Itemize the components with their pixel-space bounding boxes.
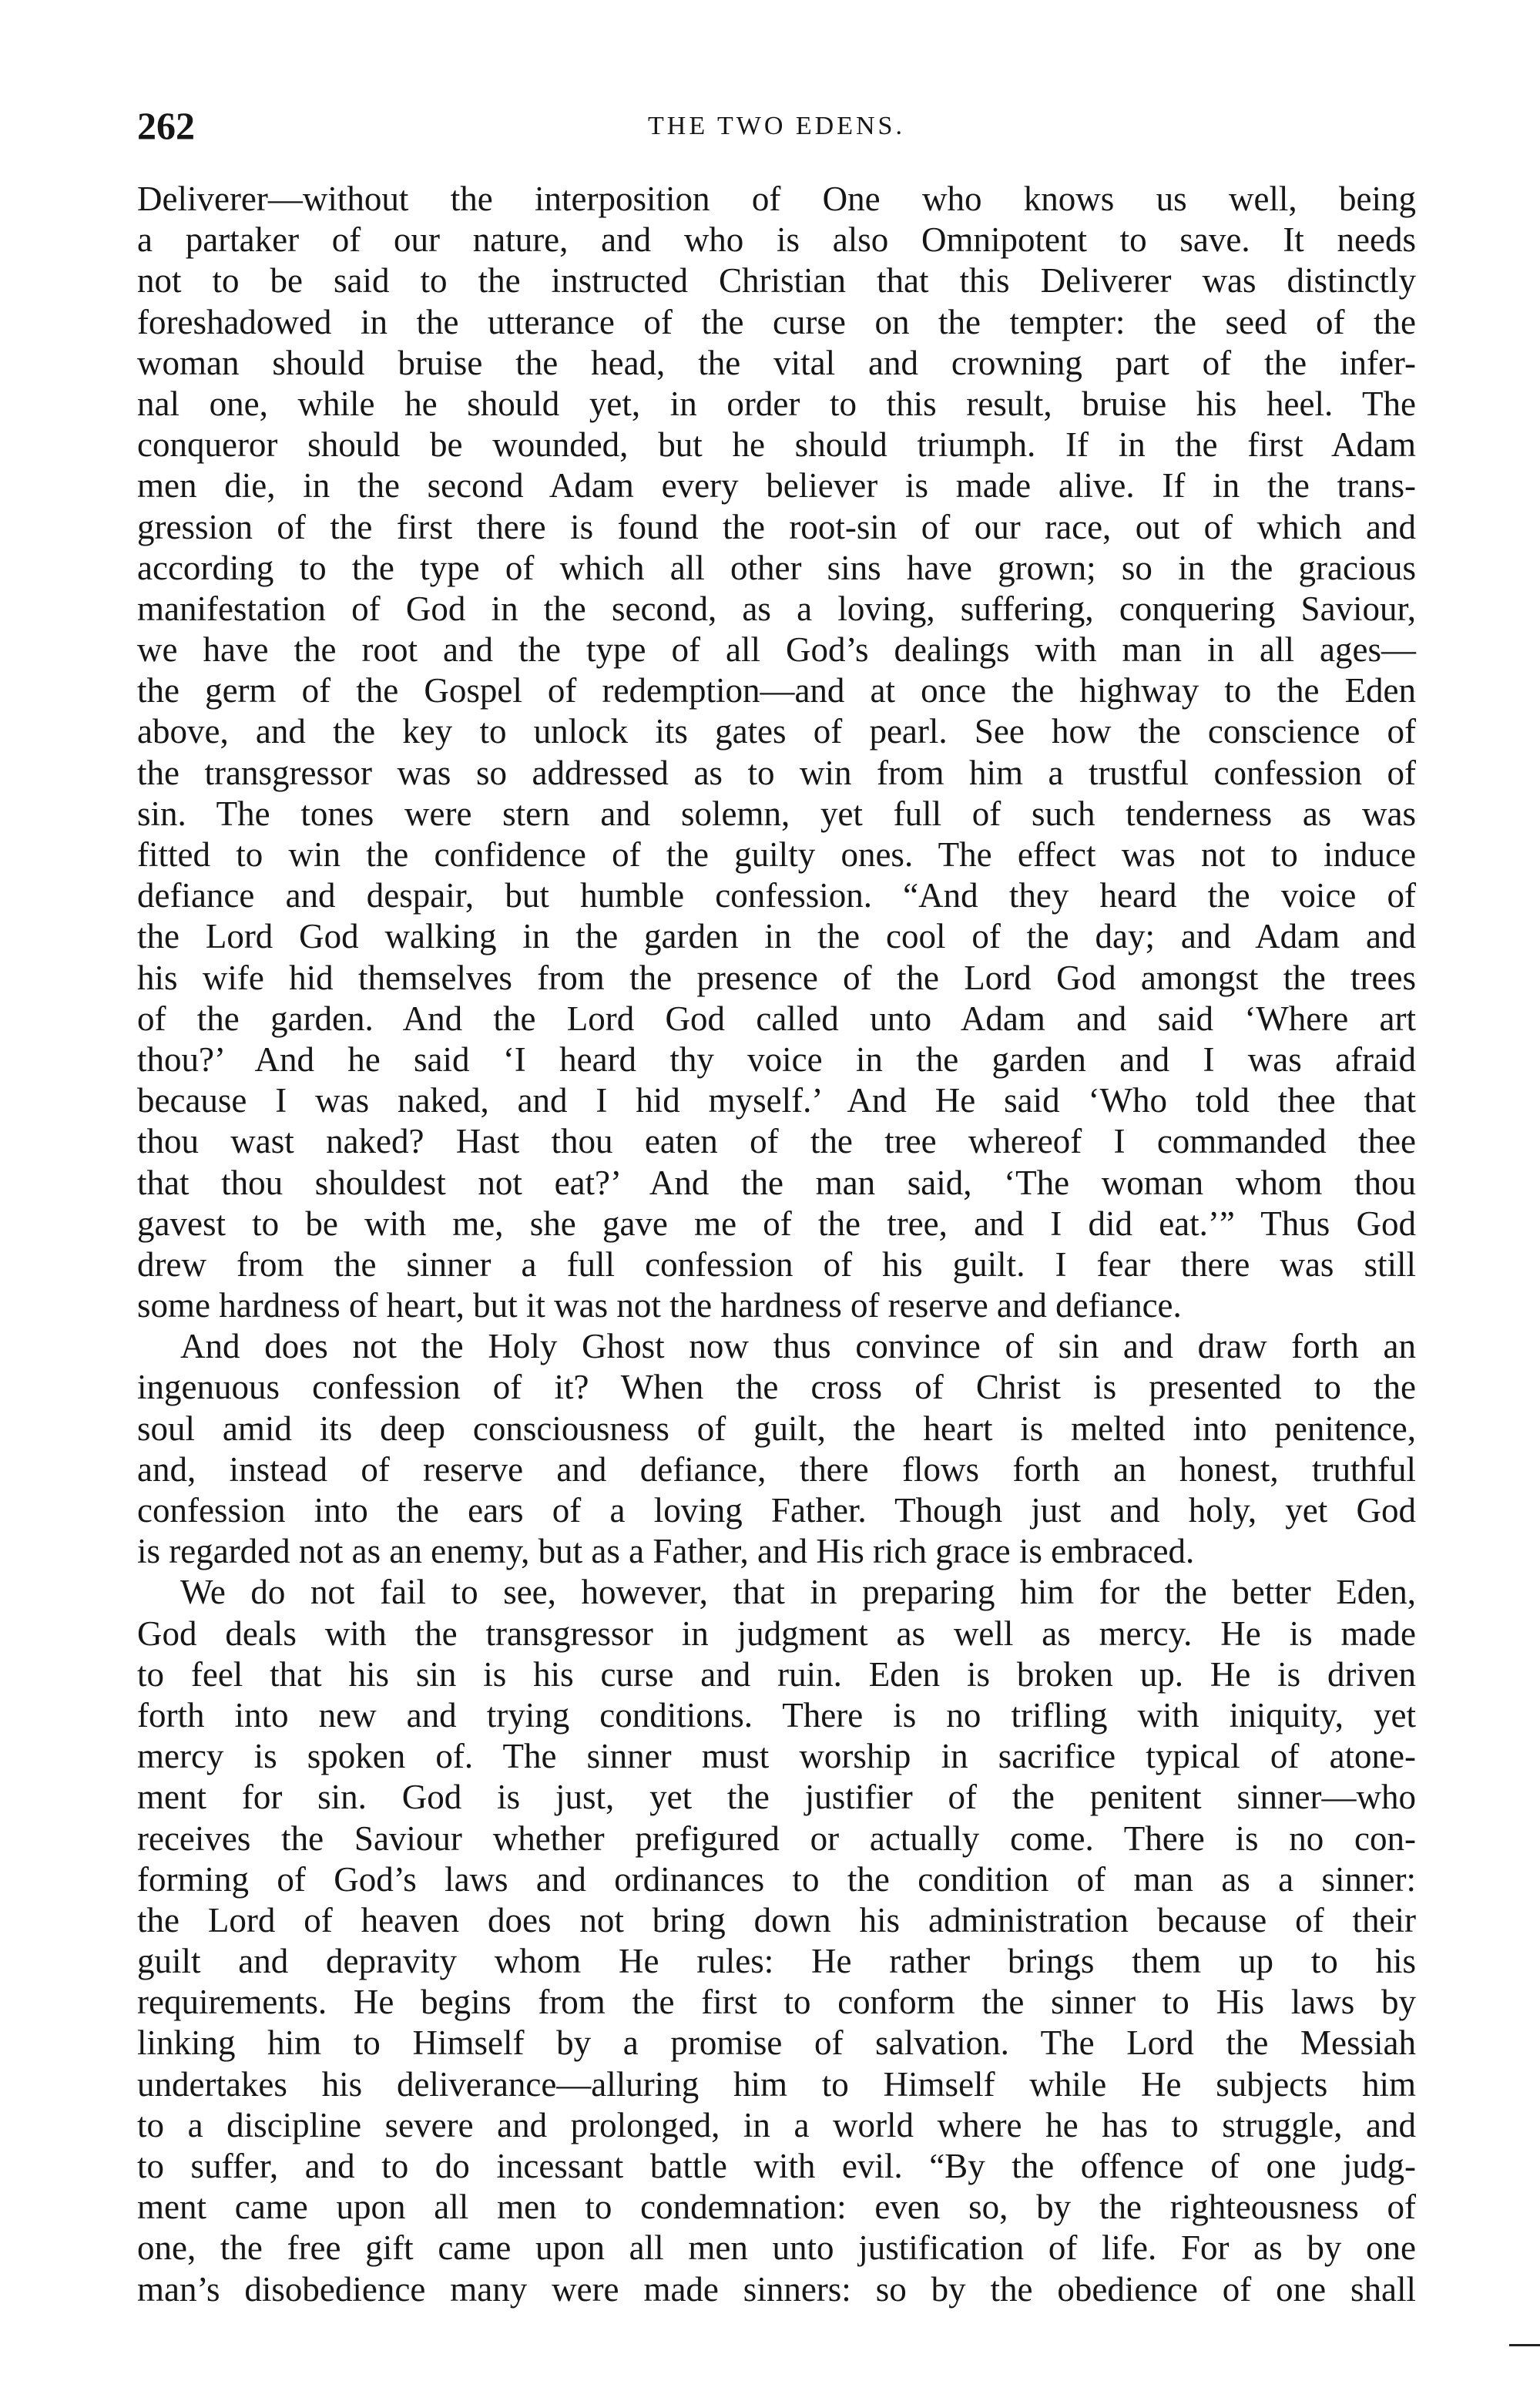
text-line: above, and the key to unlock its gates of pearl. See how the conscience of — [137, 712, 1416, 751]
text-line: linking him to Himself by a promise of salvation. The Lord the Messiah — [137, 2023, 1416, 2063]
text-line: man’s disobedience many were made sinners: so by the obedience of one shall — [137, 2269, 1416, 2309]
text-line: because I was naked, and I hid myself.’ And He said ‘Who told thee that — [137, 1081, 1416, 1120]
text-line: forth into new and trying conditions. There is no trifling with iniquity, yet — [137, 1695, 1416, 1735]
text-line: men die, in the second Adam every believer is made alive. If in the trans- — [137, 466, 1416, 505]
text-line: fitted to win the confidence of the guilty ones. The effect was not to induce — [137, 835, 1416, 874]
body-text — [137, 179, 1416, 2310]
text-line: the transgressor was so addressed as to win from him a trustful confession of — [137, 753, 1416, 792]
text-line: mercy is spoken of. The sinner must worship in sacrifice typical of atone- — [137, 1737, 1416, 1776]
text-line: the Lord of heaven does not bring down his administration because of their — [137, 1900, 1416, 1939]
text-line: according to the type of which all other sins have grown; so in the gracious — [137, 548, 1416, 587]
text-line: a partaker of our nature, and who is also Omnipotent to save. It needs — [137, 220, 1416, 260]
running-head — [137, 99, 1416, 153]
text-line: soul amid its deep consciousness of guilt, the heart is melted into penitence, — [137, 1409, 1416, 1448]
text-line: the germ of the Gospel of redemption—and at once the highway to the Eden — [137, 671, 1416, 710]
text-line: not to be said to the instructed Christian that this Deliverer was distinctly — [137, 261, 1416, 301]
text-line: guilt and depravity whom He rules: He rather brings them up to his — [137, 1942, 1416, 1981]
text-line: requirements. He begins from the first to conform the sinner to His laws by — [137, 1983, 1416, 2022]
text-line: And does not the Holy Ghost now thus convince of sin and draw forth an — [180, 1327, 1416, 1366]
text-line: ment for sin. God is just, yet the justifier of the penitent sinner—who — [137, 1778, 1416, 1817]
running-title: THE TWO EDENS. — [648, 112, 905, 140]
text-line: thou wast naked? Hast thou eaten of the tree whereof I commanded thee — [137, 1122, 1416, 1161]
text-line: defiance and despair, but humble confession. “And they heard the voice of — [137, 876, 1416, 915]
text-line: Deliverer—without the interposition of One who knows us well, being — [137, 180, 1416, 218]
text-line: gavest to be with me, she gave me of the tree, and I did eat.’” Thus God — [137, 1204, 1416, 1243]
text-line: undertakes his deliverance—alluring him to Himself while He subjects him — [137, 2064, 1416, 2104]
text-line: to feel that his sin is his curse and ruin. Eden is broken up. He is driven — [137, 1654, 1416, 1694]
text-line: some hardness of heart, but it was not the hardness of reserve and defiance. — [137, 1286, 1182, 1325]
margin-dash — [1509, 2344, 1540, 2346]
text-line: to suffer, and to do incessant battle with evil. “By the offence of one judg- — [137, 2147, 1416, 2185]
text-line: drew from the sinner a full confession of his guilt. I fear there was still — [137, 1244, 1416, 1284]
text-line: his wife hid themselves from the presence of the Lord God amongst the trees — [137, 958, 1416, 997]
text-line: of the garden. And the Lord God called unto Adam and said ‘Where art — [137, 999, 1416, 1038]
text-line: gression of the first there is found the root-sin of our race, out of which and — [137, 507, 1416, 546]
text-line: ment came upon all men to condemnation: even so, by the righteousness of — [137, 2188, 1416, 2227]
text-line: thou?’ And he said ‘I heard thy voice in the garden and I was afraid — [137, 1039, 1416, 1079]
text-line: to a discipline severe and prolonged, in a world where he has to struggle, and — [137, 2105, 1416, 2144]
text-line: confession into the ears of a loving Father. Though just and holy, yet God — [137, 1491, 1416, 1530]
text-line: the Lord God walking in the garden in the cool of the day; and Adam and — [137, 917, 1416, 956]
text-line: is regarded not as an enemy, but as a Father, and His rich grace is embraced. — [137, 1532, 1195, 1571]
text-line: sin. The tones were stern and solemn, yet full of such tenderness as was — [137, 794, 1416, 833]
text-line: God deals with the transgressor in judgment as well as mercy. He is made — [137, 1614, 1416, 1653]
text-line: forming of God’s laws and ordinances to the condition of man as a sinner: — [137, 1859, 1416, 1899]
text-line: We do not fail to see, however, that in preparing him for the better Eden, — [180, 1573, 1416, 1612]
text-line: woman should bruise the head, the vital and crowning part of the infer- — [137, 343, 1416, 382]
text-line: conqueror should be wounded, but he should triumph. If in the first Adam — [137, 425, 1416, 465]
text-line: we have the root and the type of all God’s dealings with man in all ages— — [137, 630, 1416, 670]
text-line: and, instead of reserve and defiance, there flows forth an honest, truthful — [137, 1449, 1416, 1489]
text-line: manifestation of God in the second, as a loving, suffering, conquering Saviour, — [137, 589, 1416, 628]
text-line: receives the Saviour whether prefigured or actually come. There is no con- — [137, 1818, 1416, 1858]
page-number: 262 — [137, 104, 195, 147]
text-line: nal one, while he should yet, in order to this result, bruise his heel. The — [137, 384, 1416, 423]
text-line: ingenuous confession of it? When the cross of Christ is presented to the — [137, 1368, 1416, 1407]
text-line: foreshadowed in the utterance of the curse on the tempter: the seed of the — [137, 302, 1416, 341]
text-line: one, the free gift came upon all men unto justification of life. For as by one — [137, 2228, 1416, 2268]
text-line: that thou shouldest not eat?’ And the man said, ‘The woman whom thou — [137, 1163, 1416, 1202]
